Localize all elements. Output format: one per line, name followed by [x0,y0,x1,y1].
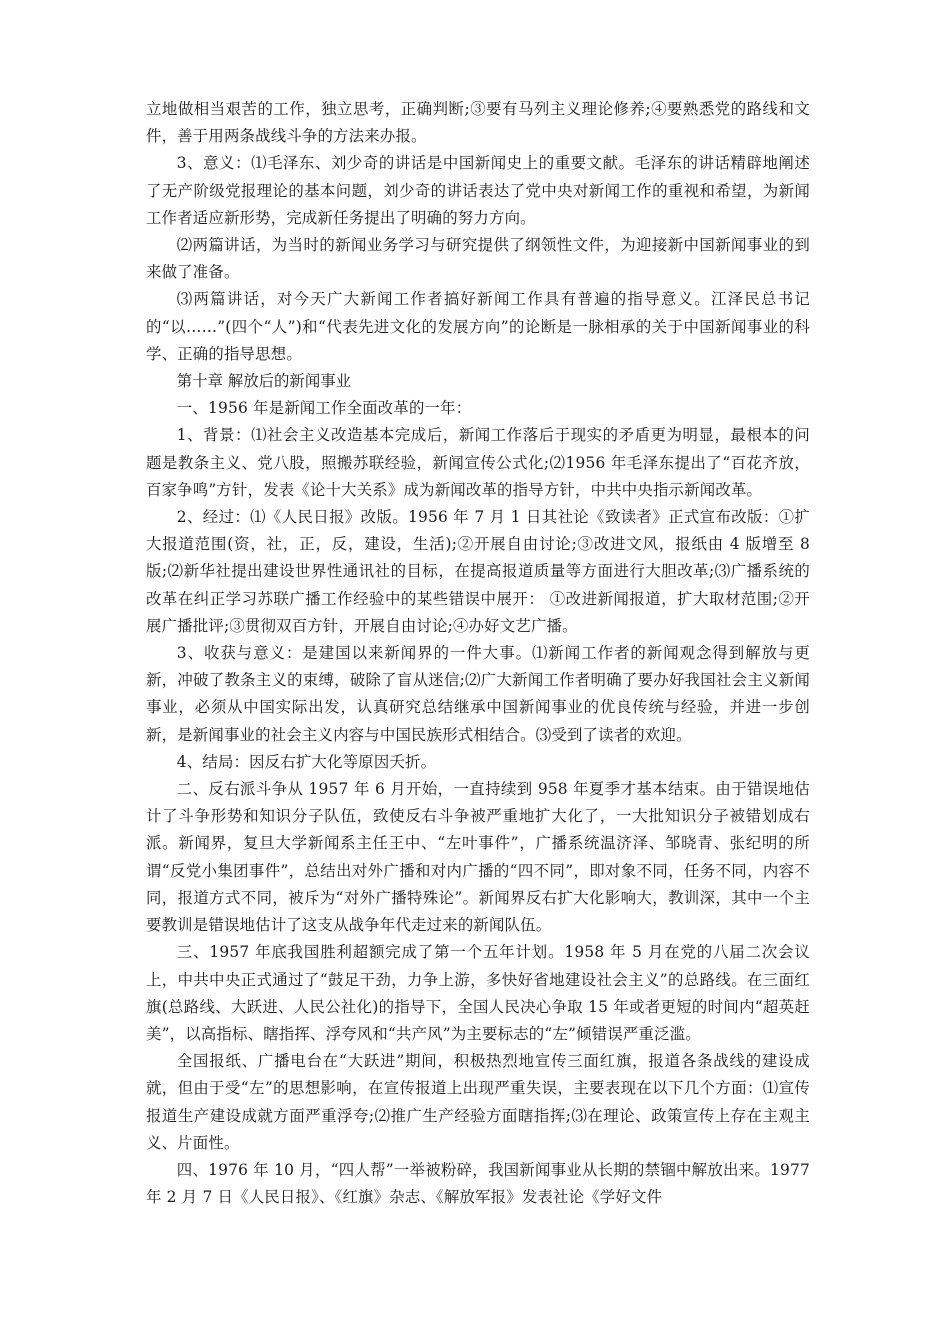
section-heading-1956: 一、1956 年是新闻工作全面改革的一年： [176,399,472,418]
paragraph-significance-2: ⑵两篇讲话，为当时的新闻业务学习与研究提供了纲领性文件，为迎接新中国新闻事业的到来做了准备。 [146,236,810,282]
paragraph-continuation: 立地做相当艰苦的工作，独立思考，正确判断;③要有马列主义理论修养;④要熟悉党的路线和文件，善于用两条战线斗争的方法来办报。 [146,100,810,146]
paragraph-background: 1、背景：⑴社会主义改造基本完成后，新闻工作落后于现实的矛盾更为明显，最根本的问题是教条主义、党八股，照搬苏联经验，新闻宣传公式化;⑵1956 年毛泽东提出了“百花齐放，百家争鸣”方针，发表《论十大关系》成为新闻改革的指导方针，中共中央指示新闻改革。 [146,426,810,499]
chapter-heading: 第十章 解放后的新闻事业 [176,372,351,391]
paragraph-five-year-plan: 三、1957 年底我国胜利超额完成了第一个五年计划。1958 年 5 月在党的八届二次会议上，中共中央正式通过了“鼓足干劲，力争上游，多快好省地建设社会主义”的总路线。在三面红旗(总路线、大跃进、人民公社化)的指导下，全国人民决心争取 15 年或者更短的时间内“超英赶美”，以高指标、瞎指挥、浮夸风和“共产风”为主要标志的“左”倾错误严重泛滥。 [146,943,810,1043]
paragraph-significance-3: ⑶两篇讲话，对今天广大新闻工作者搞好新闻工作具有普遍的指导意义。江泽民总书记的“以……”(四个“人”)和“代表先进文化的发展方向”的论断是一脉相承的关于中国新闻事业的科学、正确的指导思想。 [146,290,810,363]
document-body [146,96,810,1211]
paragraph-process: 2、经过：⑴《人民日报》改版。1956 年 7 月 1 日其社论《致读者》正式宣布改版：①扩大报道范围(资，社，正，反，建设，生活);②开展自由讨论;③改进文风，报纸由 4 版增至 8 版;⑵新华社提出建设世界性通讯社的目标，在提高报道质量等方面进行大胆改革;⑶广播系统的改革在纠正学习苏联广播工作经验中的某些错误中展开： ①改进新闻报道，扩大取材范围;②开展广播批评;③贯彻双百方针，开展自由讨论;④办好文艺广播。 [146,508,810,635]
paragraph-great-leap: 全国报纸、广播电台在“大跃进”期间，积极热烈地宣传三面红旗，报道各条战线的建设成就，但由于受“左”的思想影响，在宣传报道上出现严重失误，主要表现在以下几个方面：⑴宣传报道生产建设成就方面严重浮夸;⑵推广生产经验方面瞎指挥;⑶在理论、政策宣传上存在主观主义、片面性。 [146,1052,810,1152]
paragraph-results: 3、收获与意义：是建国以来新闻界的一件大事。⑴新闻工作者的新闻观念得到解放与更新，冲破了教条主义的束缚，破除了盲从迷信;⑵广大新闻工作者明确了要办好我国社会主义新闻事业，必须从中国实际出发，认真研究总结继承中国新闻事业的优良传统与经验，并进一步创新，是新闻事业的社会主义内容与中国民族形式相结合。⑶受到了读者的欢迎。 [146,644,810,744]
paragraph-outcome: 4、结局：因反右扩大化等原因夭折。 [176,752,437,771]
paragraph-anti-rightist: 二、反右派斗争从 1957 年 6 月开始，一直持续到 958 年夏季才基本结束。由于错误地估计了斗争形势和知识分子队伍，致使反右斗争被严重地扩大化了，一大批知识分子被错划成右派。新闻界，复旦大学新闻系主任王中、“左叶事件”，广播系统温济泽、邹晓青、张纪明的所谓“反党小集团事件”，总结出对外广播和对内广播的“四不同”，即对象不同，任务不同，内容不同，报道方式不同，被斥为“对外广播特殊论”。新闻界反右扩大化影响大，教训深，其中一个主要教训是错误地估计了这支从战争年代走过来的新闻队伍。 [146,780,810,935]
paragraph-significance: 3、意义：⑴毛泽东、刘少奇的讲话是中国新闻史上的重要文献。毛泽东的讲话精辟地阐述了无产阶级党报理论的基本问题，刘少奇的讲话表达了党中央对新闻工作的重视和希望，为新闻工作者适应新形势，完成新任务提出了明确的努力方向。 [146,154,810,227]
paragraph-1976: 四、1976 年 10 月，“四人帮”一举被粉碎，我国新闻事业从长期的禁锢中解放出来。1977 年 2 月 7 日《人民日报》、《红旗》杂志、《解放军报》发表社论《学好文件 [146,1160,810,1207]
